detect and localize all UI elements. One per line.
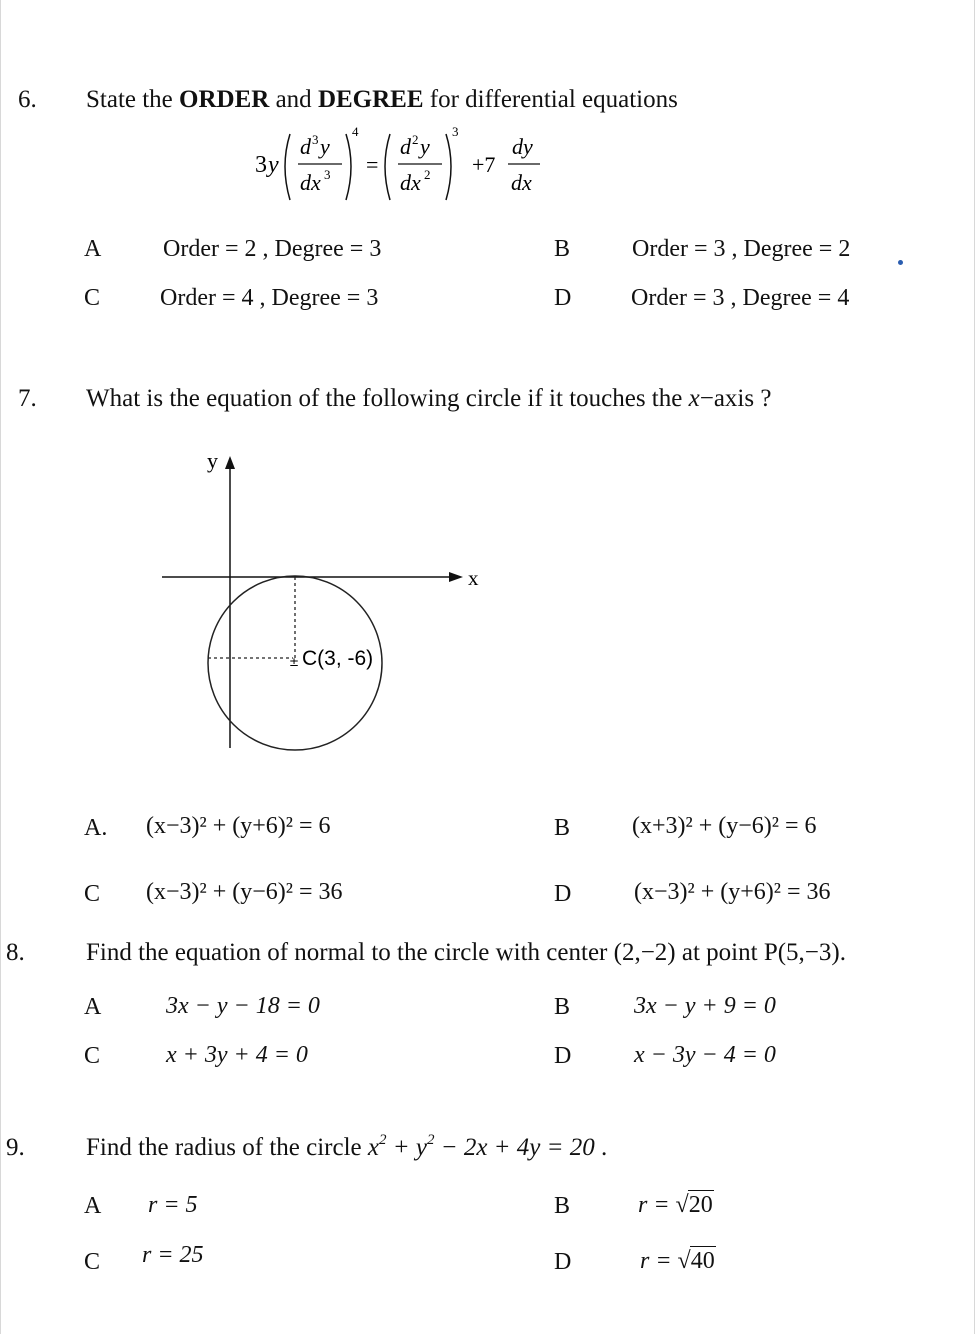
question-6-text: State the ORDER and DEGREE for differential equations: [86, 86, 678, 113]
q8-option-d-letter: D: [554, 1043, 572, 1069]
x-axis-arrow-icon: [449, 572, 463, 582]
question-7-text: What is the equation of the following circle if it touches the x−axis ?: [86, 385, 772, 412]
svg-text:+7: +7: [472, 152, 496, 177]
svg-text:y: y: [320, 134, 330, 159]
question-8-text: Find the equation of normal to the circle with center (2,−2) at point P(5,−3).: [86, 939, 846, 966]
question-7-number: 7.: [18, 385, 37, 412]
q9-circle-equation: $x^2 + y^2 - 2x + 4y = 20$: [367, 1132, 595, 1161]
q9-option-c-text: r = 25: [142, 1242, 204, 1268]
center-label: C(3, -6): [302, 647, 374, 670]
svg-text:3: 3: [312, 132, 319, 147]
q9-option-b-letter: B: [554, 1193, 571, 1219]
x-axis-label: x: [468, 566, 479, 590]
q6-option-c-text: Order = 4 , Degree = 3: [160, 285, 379, 311]
svg-text:y: y: [268, 152, 279, 178]
svg-text:dx: dx: [511, 170, 532, 195]
question-8-number: 8.: [6, 939, 25, 966]
q7-option-d-letter: D: [554, 881, 572, 907]
y-axis-label: y: [207, 448, 218, 473]
q9-option-a-text: r = 5: [148, 1192, 198, 1218]
center-mark-icon: ±: [289, 655, 300, 669]
q8-option-c-letter: C: [84, 1043, 101, 1069]
q9-option-d-letter: D: [554, 1249, 572, 1275]
stray-dot: [898, 260, 903, 265]
q9-option-c-letter: C: [84, 1249, 101, 1275]
q7-option-b-letter: B: [554, 815, 571, 841]
sqrt-icon: √: [677, 1248, 691, 1274]
circle-figure: [150, 440, 490, 760]
q9-option-d-text: r = √40: [640, 1248, 715, 1274]
svg-text:dx: dx: [400, 170, 421, 195]
q8-option-a-text: 3x − y − 18 = 0: [166, 993, 320, 1019]
svg-text:3: 3: [324, 167, 331, 182]
q9-option-a-letter: A: [84, 1193, 102, 1219]
q7-option-a-letter: A.: [84, 815, 108, 841]
sqrt-icon: √: [675, 1192, 689, 1218]
q6-option-b-text: Order = 3 , Degree = 2: [632, 236, 851, 262]
q6-option-c-letter: C: [84, 285, 101, 311]
question-9-text: Find the radius of the circle $x^2 + y^2 - 2x + 4y = 20$ .: [86, 1132, 608, 1161]
q8-option-b-letter: B: [554, 994, 571, 1020]
question-6-number: 6.: [18, 86, 37, 113]
q7-option-d-text: (x−3)² + (y+6)² = 36: [634, 879, 831, 905]
svg-text:dx: dx: [300, 170, 321, 195]
q6-option-a-text: Order = 2 , Degree = 3: [163, 236, 382, 262]
q7-option-a-text: (x−3)² + (y+6)² = 6: [146, 813, 331, 839]
svg-text:3: 3: [452, 124, 459, 139]
svg-text:d: d: [400, 134, 411, 159]
q7-option-c-letter: C: [84, 881, 101, 907]
q8-option-b-text: 3x − y + 9 = 0: [634, 993, 776, 1019]
q8-option-a-letter: A: [84, 994, 102, 1020]
q6-option-a-letter: A: [84, 236, 102, 262]
q6-option-b-letter: B: [554, 236, 571, 262]
svg-text:dy: dy: [512, 134, 533, 159]
svg-text:4: 4: [352, 124, 359, 139]
q7-option-b-text: (x+3)² + (y−6)² = 6: [632, 813, 817, 839]
q7-option-c-text: (x−3)² + (y−6)² = 36: [146, 879, 343, 905]
page-left-border: [0, 0, 1, 1334]
q9-option-b-text: r = √20: [638, 1192, 713, 1218]
svg-text:2: 2: [412, 132, 419, 147]
page-right-border: [974, 0, 975, 1334]
q8-option-d-text: x − 3y − 4 = 0: [634, 1042, 776, 1068]
svg-text:3: 3: [255, 152, 267, 178]
q6-option-d-text: Order = 3 , Degree = 4: [631, 285, 850, 311]
svg-text:y: y: [420, 134, 430, 159]
q8-option-c-text: x + 3y + 4 = 0: [166, 1042, 308, 1068]
svg-text:2: 2: [424, 167, 431, 182]
q6-option-d-letter: D: [554, 285, 572, 311]
differential-equation: [250, 122, 550, 204]
question-9-number: 9.: [6, 1134, 25, 1161]
svg-text:d: d: [300, 134, 311, 159]
svg-text:=: =: [366, 152, 379, 177]
